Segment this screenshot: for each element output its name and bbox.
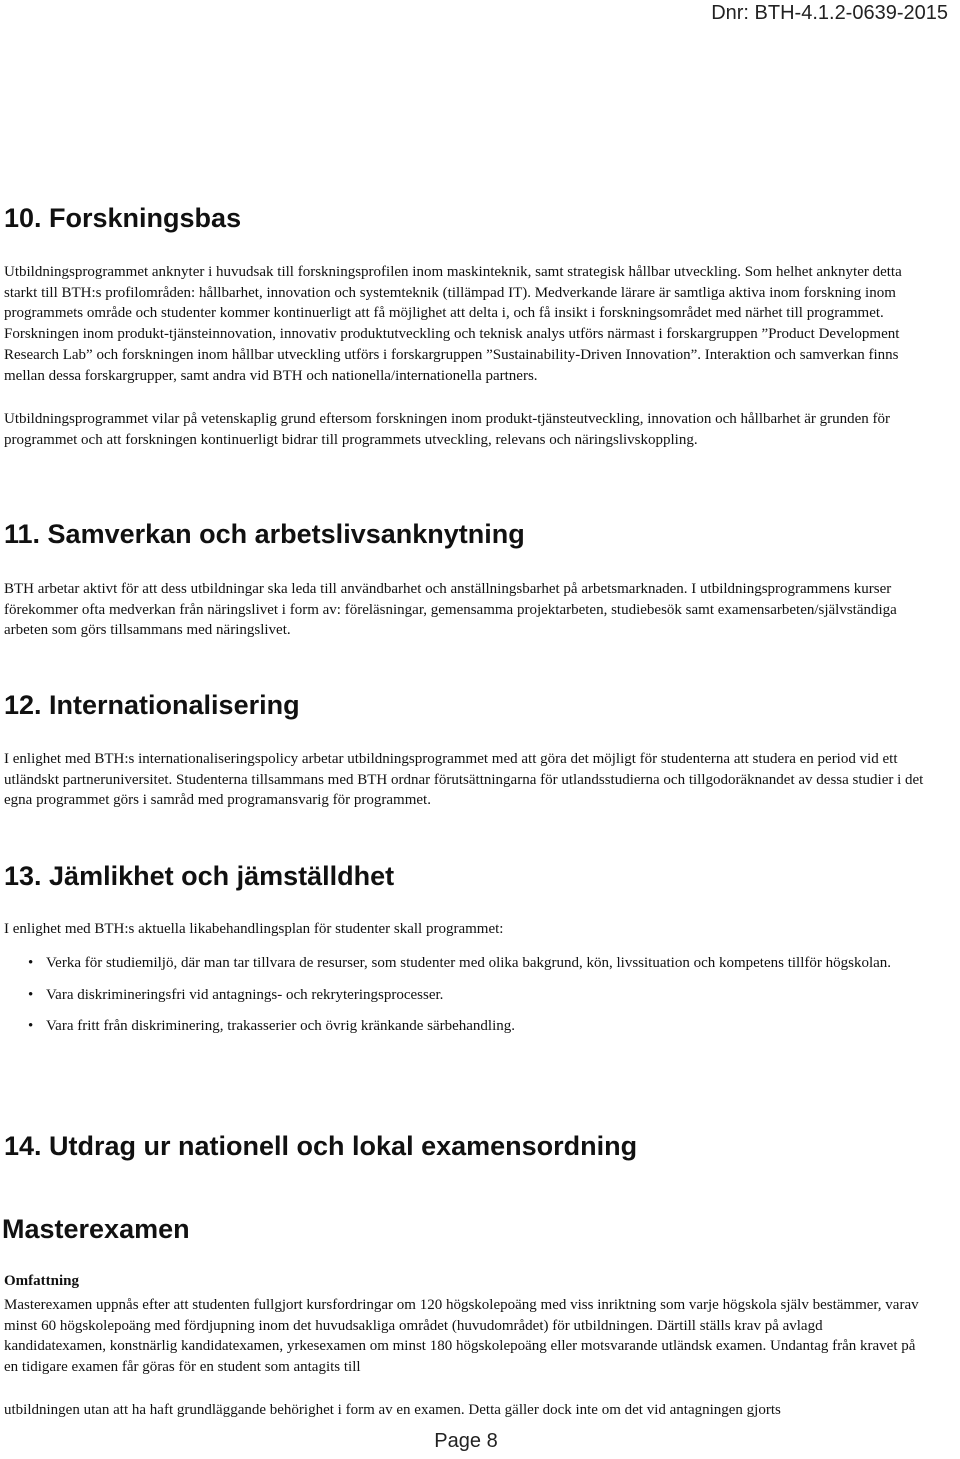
section-14-paragraph-2: utbildningen utan att ha haft grundläggande behörighet i form av en examen. Detta gäller dock inte om det vid antagningen gjorts	[4, 1402, 781, 1418]
bullet-icon: •	[28, 955, 34, 971]
masterexamen-heading: Masterexamen	[2, 1214, 190, 1244]
list-item-text: Vara diskrimineringsfri vid antagnings- och rekryteringsprocesser.	[46, 987, 444, 1003]
section-11-heading: 11. Samverkan och arbetslivsanknytning	[4, 519, 525, 549]
section-12-heading: 12. Internationalisering	[4, 690, 300, 720]
document-number: Dnr: BTH-4.1.2-0639-2015	[711, 2, 948, 24]
equality-list	[0, 947, 930, 1041]
section-10-paragraph-2: Utbildningsprogrammet vilar på vetenskaplig grund eftersom forskningen inom produkt-tjänsteutveckling, innovation och hållbarhet är grunden för programmet och att forskningen kontinuerligt bidrar till programmets utveckling, relevans och näringslivskoppling.	[4, 411, 891, 448]
list-item	[0, 947, 930, 979]
list-item	[0, 1011, 930, 1041]
list-item-text: Vara fritt från diskriminering, trakasserier och övrig kränkande särbehandling.	[46, 1018, 515, 1034]
bullet-icon: •	[28, 987, 34, 1003]
section-14-heading: 14. Utdrag ur nationell och lokal examensordning	[4, 1131, 638, 1161]
section-10-heading: 10. Forskningsbas	[4, 203, 242, 233]
omfattning-label: Omfattning	[4, 1273, 79, 1289]
bullet-icon: •	[28, 1018, 34, 1034]
list-item	[0, 980, 930, 1010]
section-11-paragraph: BTH arbetar aktivt för att dess utbildningar ska leda till användbarhet och anställningsbarhet på arbetsmarknaden. I utbildningsprogrammens kurser förekommer ofta medverkan från näringslivet i form av: föreläsningar, gemensamma projektarbeten, studiebesök samt examensarbeten/självständiga arbeten som görs tillsammans med näringslivet.	[4, 581, 897, 639]
section-14-paragraph-1: Masterexamen uppnås efter att studenten fullgjort kursfordringar om 120 högskolepoäng med viss inriktning som varje högskola själv bestämmer, varav minst 60 högskolepoäng med fördjupning inom det huvudsakliga området (huvudområdet) för utbildningen. Därtill ställs krav på avlagd kandidatexamen, konstnärlig kandidatexamen, yrkesexamen om minst 180 högskolepoäng eller motsvarande utländsk examen. Undantag från kravet på en tidigare examen får göras för en student som antagits till	[4, 1297, 919, 1376]
section-10-paragraph-1: Utbildningsprogrammet anknyter i huvudsak till forskningsprofilen inom maskinteknik, samt strategisk hållbar utveckling. Som helhet anknyter detta starkt till BTH:s profilområden: hållbarhet, innovation och systemteknik (tillämpad IT). Medverkande lärare är samtliga aktiva inom forskning inom programmets område och studenter kommer kontinuerligt att få möjlighet att delta i, och få insikt i forskningsområdet med närhet till programmet. Forskningen inom produkt-tjänsteinnovation, innovativ produktutveckling och teknisk analys utförs närmast i forskargruppen ”Product Development Research Lab” och forskningen inom hållbar utveckling utförs i forskargruppen ”Sustainability-Driven Innovation”. Interaktion och samverkan finns mellan dessa forskargrupper, samt andra vid BTH och nationella/internationella partners.	[4, 264, 902, 384]
page-number: Page 8	[434, 1430, 498, 1452]
section-13-intro: I enlighet med BTH:s aktuella likabehandlingsplan för studenter skall programmet:	[4, 921, 504, 937]
list-item-text: Verka för studiemiljö, där man tar tillvara de resurser, som studenter med olika bakgrund, kön, livssituation och kompetens tillför högskolan.	[46, 955, 892, 971]
section-12-paragraph: I enlighet med BTH:s internationaliseringspolicy arbetar utbildningsprogrammet med att göra det möjligt för studenterna att studera en period vid ett utländskt partneruniversitet. Studenterna tillsammans med BTH ordnar förutsättningarna för utlandsstudierna och tillgodoräknandet av dessa studier i det egna programmet görs i samråd med programansvarig för programmet.	[4, 751, 924, 809]
section-13-heading: 13. Jämlikhet och jämställdhet	[4, 861, 395, 891]
